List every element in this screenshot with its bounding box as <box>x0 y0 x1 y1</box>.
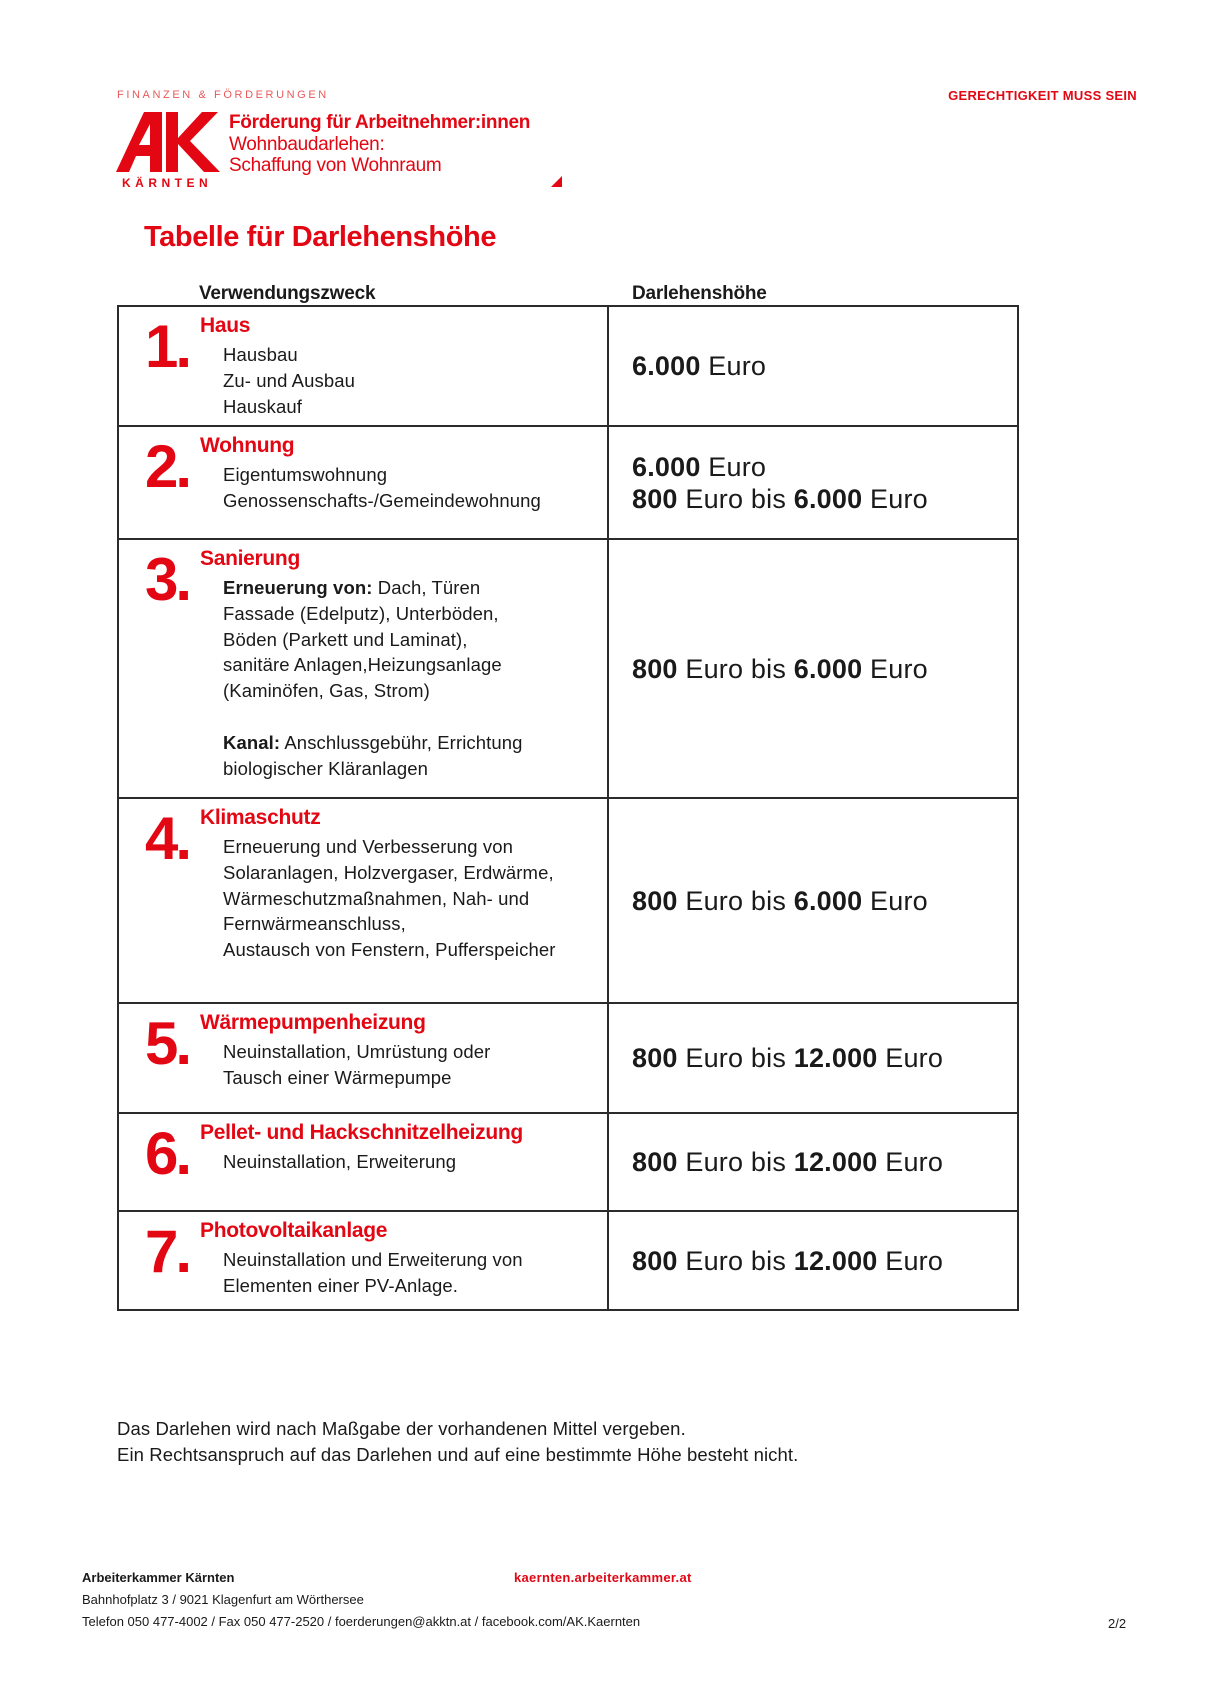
purpose-cell <box>119 1004 609 1112</box>
purpose-item <box>223 886 556 912</box>
purpose-item-text: Genossenschafts-/Gemeindewohnung <box>223 489 541 511</box>
purpose-item-text: Zu- und Ausbau <box>223 369 356 391</box>
purpose-item <box>223 860 556 886</box>
purpose-item <box>223 834 556 860</box>
loan-amount <box>632 1146 1017 1178</box>
purpose-item <box>223 601 523 627</box>
purpose-item-text: Hauskauf <box>223 395 302 417</box>
purpose-category: Sanierung <box>200 547 300 570</box>
loan-amount <box>632 350 1017 382</box>
amount-to-unit: Euro <box>885 1245 944 1276</box>
purpose-item <box>223 678 523 704</box>
row-number: 5. <box>145 1010 190 1077</box>
amount-cell <box>609 799 1017 1002</box>
purpose-cell <box>119 427 609 538</box>
purpose-item-text: (Kaminöfen, Gas, Strom) <box>223 680 430 702</box>
purpose-item-text: Fassade (Edelputz), Unterböden, <box>223 602 499 624</box>
purpose-item-text: Dach, Türen <box>372 577 481 598</box>
purpose-item-text: Hausbau <box>223 344 298 365</box>
purpose-item <box>223 575 523 601</box>
row-number: 1. <box>145 313 190 380</box>
purpose-item-text: Austausch von Fenstern, Pufferspeicher <box>223 939 556 961</box>
purpose-item-label: Kanal: <box>223 731 281 753</box>
purpose-items <box>223 342 355 419</box>
amount-to-word: bis <box>750 653 787 684</box>
purpose-category: Pellet- und Hackschnitzelheizung <box>200 1121 523 1144</box>
purpose-category: Photovoltaikanlage <box>200 1219 388 1242</box>
amount-from: 800 <box>632 1043 678 1073</box>
purpose-items <box>223 575 523 781</box>
purpose-category: Wohnung <box>200 434 295 457</box>
slogan: GERECHTIGKEIT MUSS SEIN <box>948 88 1137 103</box>
purpose-item-text: Böden (Parkett und Laminat), <box>223 628 468 650</box>
purpose-category: Klimaschutz <box>200 806 321 829</box>
purpose-category: Wärmepumpenheizung <box>200 1011 426 1034</box>
amount-to: 6.000 <box>793 885 863 916</box>
purpose-items <box>223 462 541 514</box>
amount-to-unit: Euro <box>870 653 928 684</box>
footer-address: Bahnhofplatz 3 / 9021 Klagenfurt am Wörthersee <box>82 1592 364 1607</box>
purpose-item-text: Neuinstallation, Umrüstung oder <box>223 1041 491 1062</box>
purpose-item <box>223 1065 490 1091</box>
amount-from: 6.000 <box>632 451 701 482</box>
amount-from-unit: Euro <box>685 1043 744 1073</box>
amount-to-word: bis <box>750 1147 787 1177</box>
column-header-purpose: Verwendungszweck <box>199 283 376 304</box>
amount-from: 6.000 <box>632 351 701 381</box>
purpose-item <box>223 1273 523 1299</box>
purpose-item <box>223 1247 523 1273</box>
row-number: 4. <box>145 805 190 872</box>
loan-table <box>117 305 1019 1311</box>
purpose-item <box>223 627 523 653</box>
column-header-amount: Darlehenshöhe <box>632 283 767 304</box>
table-row <box>119 425 1017 538</box>
amount-cell <box>609 427 1017 538</box>
purpose-item-text: Wärmeschutzmaßnahmen, Nah- und <box>223 887 530 909</box>
purpose-cell <box>119 540 609 797</box>
purpose-items <box>223 1247 523 1299</box>
row-number: 6. <box>145 1120 190 1187</box>
amount-to: 12.000 <box>793 1043 878 1073</box>
purpose-cell <box>119 1212 609 1309</box>
purpose-item-text: Neuinstallation, Erweiterung <box>223 1151 457 1172</box>
amount-from-unit: Euro <box>685 1147 744 1177</box>
amount-from-unit: Euro <box>685 885 744 916</box>
purpose-items <box>223 1039 490 1091</box>
amount-to-word: bis <box>750 885 787 916</box>
purpose-item-text: Tausch einer Wärmepumpe <box>223 1066 452 1088</box>
purpose-item <box>223 652 523 678</box>
purpose-item-text: Erneuerung und Verbesserung von <box>223 836 514 857</box>
purpose-cell <box>119 799 609 1002</box>
purpose-items <box>223 1149 456 1175</box>
amount-to-word: bis <box>750 483 787 514</box>
amount-to-unit: Euro <box>885 1147 944 1177</box>
amount-from-unit: Euro <box>685 653 744 684</box>
table-row <box>119 1210 1017 1309</box>
amount-from: 800 <box>632 653 678 684</box>
page-title: Tabelle für Darlehenshöhe <box>144 221 497 253</box>
loan-amount <box>632 483 1017 515</box>
row-number: 7. <box>145 1218 190 1285</box>
amount-to: 6.000 <box>793 483 863 514</box>
table-row <box>119 1002 1017 1112</box>
purpose-item <box>223 1149 456 1175</box>
purpose-item <box>223 730 523 756</box>
page-number: 2/2 <box>1108 1616 1127 1631</box>
amount-from: 800 <box>632 1245 678 1276</box>
section-category: FINANZEN & FÖRDERUNGEN <box>117 89 329 101</box>
amount-from-unit: Euro <box>685 1245 744 1276</box>
header-title: Förderung für Arbeitnehmer:innen <box>229 112 531 133</box>
purpose-category: Haus <box>200 314 251 337</box>
logo-region-text: KÄRNTEN <box>122 176 213 190</box>
loan-amount <box>632 653 1017 685</box>
amount-from: 800 <box>632 885 678 916</box>
note-line-2: Ein Rechtsanspruch auf das Darlehen und auf eine bestimmte Höhe besteht nicht. <box>117 1444 799 1465</box>
note-line-1: Das Darlehen wird nach Maßgabe der vorhandenen Mittel vergeben. <box>117 1418 686 1439</box>
purpose-item <box>223 488 541 514</box>
purpose-item <box>223 704 523 730</box>
amount-to-word: bis <box>750 1245 787 1276</box>
amount-cell <box>609 1212 1017 1309</box>
footer-org: Arbeiterkammer Kärnten <box>82 1570 235 1585</box>
amount-from-unit: Euro <box>685 483 744 514</box>
amount-to: 12.000 <box>793 1147 878 1177</box>
amount-to: 12.000 <box>793 1245 878 1276</box>
purpose-item-text: biologischer Kläranlagen <box>223 757 429 779</box>
purpose-item <box>223 462 541 488</box>
corner-triangle-icon <box>551 176 562 187</box>
loan-amount <box>632 1245 1017 1277</box>
header-subtitle-line1: Wohnbaudarlehen: <box>229 134 385 155</box>
purpose-item-text: Solaranlagen, Holzvergaser, Erdwärme, <box>223 861 554 883</box>
purpose-item-label: Erneuerung von: <box>223 577 373 598</box>
purpose-cell <box>119 307 609 425</box>
table-row <box>119 307 1017 425</box>
purpose-item <box>223 342 355 368</box>
amount-to-unit: Euro <box>885 1043 944 1073</box>
amount-to: 6.000 <box>793 653 863 684</box>
amount-to-unit: Euro <box>870 483 928 514</box>
purpose-item-text: Fernwärmeanschluss, <box>223 913 406 935</box>
amount-from: 800 <box>632 1147 678 1177</box>
header-subtitle <box>229 134 441 176</box>
purpose-item-text: Eigentumswohnung <box>223 464 388 485</box>
amount-to-unit: Euro <box>870 885 928 916</box>
footer-website-link[interactable]: kaernten.arbeiterkammer.at <box>514 1570 692 1585</box>
purpose-item-text: Neuinstallation und Erweiterung von <box>223 1249 523 1270</box>
amount-from: 800 <box>632 483 678 514</box>
amount-cell <box>609 1004 1017 1112</box>
header-subtitle-line2: Schaffung von Wohnraum <box>229 155 442 176</box>
purpose-item-text: Elementen einer PV-Anlage. <box>223 1274 459 1296</box>
loan-amount <box>632 885 1017 917</box>
loan-amount <box>632 1042 1017 1074</box>
purpose-item <box>223 1039 490 1065</box>
amount-from-unit: Euro <box>708 451 767 482</box>
purpose-item <box>223 937 556 963</box>
purpose-item <box>223 368 355 394</box>
table-row <box>119 797 1017 1002</box>
amount-to-word: bis <box>750 1043 787 1073</box>
footer-contact: Telefon 050 477-4002 / Fax 050 477-2520 / foerderungen@akktn.at / facebook.com/AK.Kaernten <box>82 1614 641 1629</box>
amount-cell <box>609 1114 1017 1210</box>
purpose-item-text: sanitäre Anlagen,Heizungsanlage <box>223 654 502 676</box>
row-number: 2. <box>145 433 190 500</box>
purpose-item <box>223 911 556 937</box>
amount-cell <box>609 540 1017 797</box>
table-row <box>119 538 1017 797</box>
purpose-cell <box>119 1114 609 1210</box>
table-row <box>119 1112 1017 1210</box>
loan-amount <box>632 451 1017 483</box>
amount-cell <box>609 307 1017 425</box>
purpose-item-text: Anschlussgebühr, Errichtung <box>280 731 523 753</box>
row-number: 3. <box>145 546 190 613</box>
purpose-item <box>223 394 355 420</box>
purpose-item <box>223 756 523 782</box>
amount-from-unit: Euro <box>708 351 767 381</box>
purpose-items <box>223 834 556 963</box>
